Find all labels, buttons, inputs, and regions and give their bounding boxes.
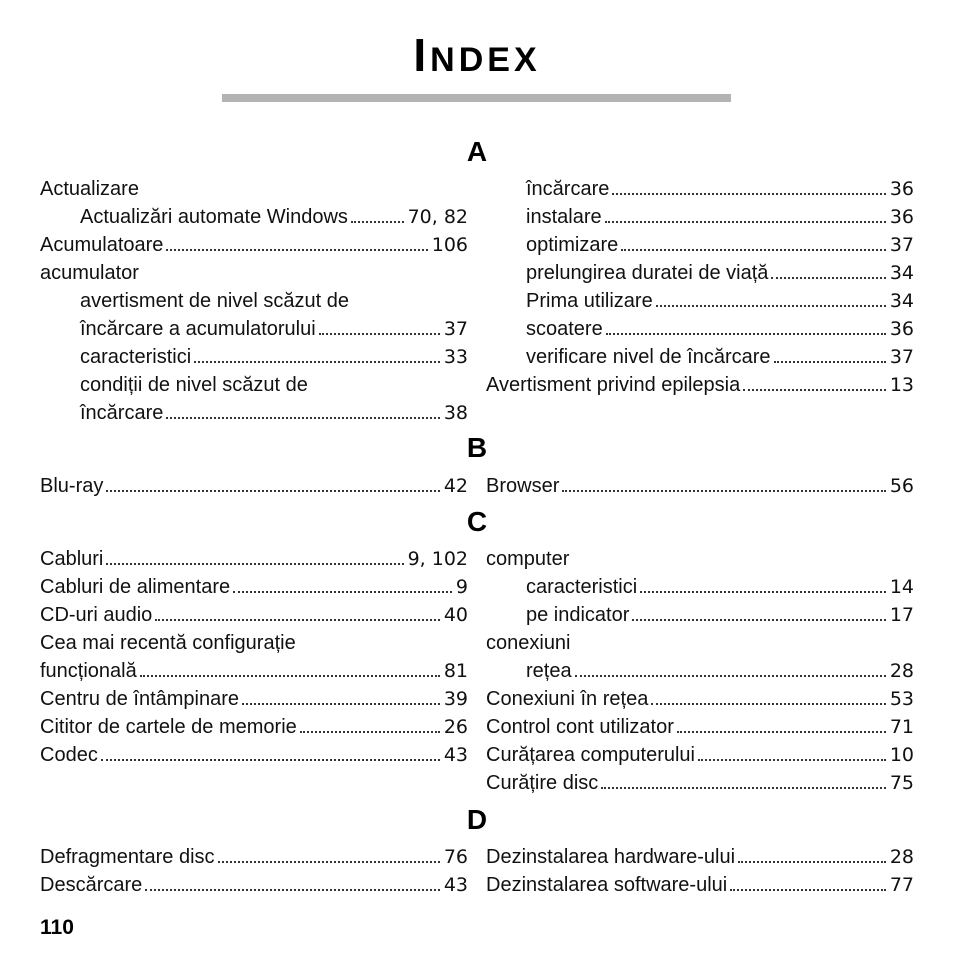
entry-term: Cea mai recentă configurație [40,632,296,654]
dot-leader [738,861,886,863]
section-letter-b: B [466,432,488,463]
entry-page: 39 [443,688,468,710]
dot-leader [300,731,440,733]
index-entry [40,172,468,200]
index-entry [40,396,468,424]
index-entry [486,570,914,598]
entry-page: 28 [889,846,914,868]
dot-leader [771,277,885,279]
entry-term: caracteristici [526,576,638,598]
entry-page: 77 [889,874,914,896]
entry-page: 40 [443,604,468,626]
section-b-left-column [40,469,468,497]
dot-leader [612,193,885,195]
entry-term: instalare [526,206,602,228]
entry-term: Defragmentare disc [40,846,215,868]
section-c-right-column [486,542,914,794]
entry-term: Actualizări automate Windows [80,206,348,228]
dot-leader [140,675,440,677]
index-entry [486,228,914,256]
index-entry [486,682,914,710]
index-entry [40,682,468,710]
entry-page: 37 [443,318,468,340]
entry-term: încărcare a acumulatorului [80,318,316,340]
entry-term: condiții de nivel scăzut de [80,374,308,396]
index-entry [486,368,914,396]
dot-leader [319,333,440,335]
entry-page: 81 [443,660,468,682]
dot-leader [730,889,886,891]
dot-leader [774,361,886,363]
index-entry [486,654,914,682]
entry-page: 43 [443,874,468,896]
dot-leader [640,591,886,593]
dot-leader [575,675,886,677]
entry-page: 28 [889,660,914,682]
index-entry [486,256,914,284]
entry-term: Cabluri [40,548,104,570]
entry-page: 9 [455,576,468,598]
entry-term: Centru de întâmpinare [40,688,240,710]
entry-term: Curățarea computerului [486,744,695,766]
entry-term: Dezinstalarea software-ului [486,874,728,896]
entry-page: 38 [443,402,468,424]
dot-leader [166,417,439,419]
index-entry [486,200,914,228]
dot-leader [351,221,404,223]
entry-term: computer [486,548,570,570]
dot-leader [233,591,452,593]
section-letter-a: A [466,136,488,167]
entry-page: 42 [443,475,468,497]
entry-page: 106 [431,234,468,256]
entry-page: 70, 82 [407,206,468,228]
index-title [0,28,954,82]
entry-page: 53 [889,688,914,710]
entry-page: 13 [889,374,914,396]
index-entry [40,840,468,868]
entry-term: verificare nivel de încărcare [526,346,771,368]
dot-leader [601,787,886,789]
title-underline [222,94,731,102]
index-entry [40,542,468,570]
entry-page: 76 [443,846,468,868]
index-entry [486,626,914,654]
index-entry [40,868,468,896]
dot-leader [166,249,427,251]
dot-leader [698,759,886,761]
index-entry [40,469,468,497]
entry-term: Browser [486,475,560,497]
entry-page: 34 [889,262,914,284]
index-entry [486,710,914,738]
entry-term: pe indicator [526,604,630,626]
dot-leader [101,759,440,761]
index-entry [486,766,914,794]
index-entry [40,570,468,598]
entry-term: optimizare [526,234,619,256]
index-entry [486,172,914,200]
entry-term: Descărcare [40,874,143,896]
section-d-left-column [40,840,468,896]
index-entry [40,654,468,682]
entry-term: avertisment de nivel scăzut de [80,290,350,312]
entry-term: Prima utilizare [526,290,653,312]
index-entry [40,256,468,284]
entry-term: Cabluri de alimentare [40,576,231,598]
entry-page: 37 [889,234,914,256]
entry-term: rețea [526,660,572,682]
dot-leader [562,490,885,492]
index-title-initial: I [413,29,431,81]
entry-term: Conexiuni în rețea [486,688,649,710]
dot-leader [606,333,886,335]
dot-leader [677,731,886,733]
dot-leader [106,563,403,565]
entry-term: prelungirea duratei de viață [526,262,769,284]
section-a-right-column [486,172,914,396]
entry-term: caracteristici [80,346,192,368]
index-entry [40,200,468,228]
index-entry [486,542,914,570]
index-entry [486,840,914,868]
index-entry [486,738,914,766]
section-d-right-column [486,840,914,896]
section-letter-c: C [466,506,488,537]
entry-page: 33 [443,346,468,368]
dot-leader [218,861,440,863]
dot-leader [743,389,886,391]
entry-term: conexiuni [486,632,571,654]
entry-term: acumulator [40,262,139,284]
dot-leader [656,305,886,307]
entry-page: 10 [889,744,914,766]
entry-term: funcțională [40,660,137,682]
entry-page: 71 [889,716,914,738]
entry-page: 36 [889,178,914,200]
dot-leader [155,619,440,621]
entry-term: Curățire disc [486,772,599,794]
index-entry [40,738,468,766]
section-b-right-column [486,469,914,497]
entry-page: 43 [443,744,468,766]
index-title-rest: NDEX [430,41,541,79]
section-letter-d: D [466,804,488,835]
index-entry [486,284,914,312]
index-entry [40,710,468,738]
entry-page: 14 [889,576,914,598]
entry-term: Codec [40,744,98,766]
index-entry [40,312,468,340]
entry-page: 17 [889,604,914,626]
index-entry [40,598,468,626]
section-c-left-column [40,542,468,766]
section-a-left-column [40,172,468,424]
entry-term: încărcare [80,402,164,424]
index-entry [40,368,468,396]
dot-leader [651,703,885,705]
entry-page: 36 [889,206,914,228]
entry-term: Acumulatoare [40,234,164,256]
dot-leader [605,221,886,223]
index-entry [40,340,468,368]
entry-page: 9, 102 [407,548,468,570]
entry-page: 36 [889,318,914,340]
index-entry [40,228,468,256]
entry-term: Control cont utilizator [486,716,674,738]
entry-term: Dezinstalarea hardware-ului [486,846,736,868]
entry-term: încărcare [526,178,610,200]
entry-term: CD-uri audio [40,604,153,626]
entry-page: 37 [889,346,914,368]
dot-leader [621,249,886,251]
entry-term: Blu-ray [40,475,104,497]
index-entry [486,340,914,368]
dot-leader [145,889,440,891]
index-entry [486,312,914,340]
entry-term: Cititor de cartele de memorie [40,716,297,738]
entry-page: 56 [889,475,914,497]
dot-leader [106,490,439,492]
entry-term: Avertisment privind epilepsia [486,374,741,396]
entry-page: 75 [889,772,914,794]
entry-page: 34 [889,290,914,312]
page-number: 110 [40,916,74,939]
entry-page: 26 [443,716,468,738]
index-entry [486,868,914,896]
entry-term: Actualizare [40,178,139,200]
dot-leader [242,703,440,705]
dot-leader [194,361,440,363]
index-entry [486,598,914,626]
index-entry [40,626,468,654]
index-entry [486,469,914,497]
entry-term: scoatere [526,318,603,340]
dot-leader [632,619,885,621]
index-entry [40,284,468,312]
